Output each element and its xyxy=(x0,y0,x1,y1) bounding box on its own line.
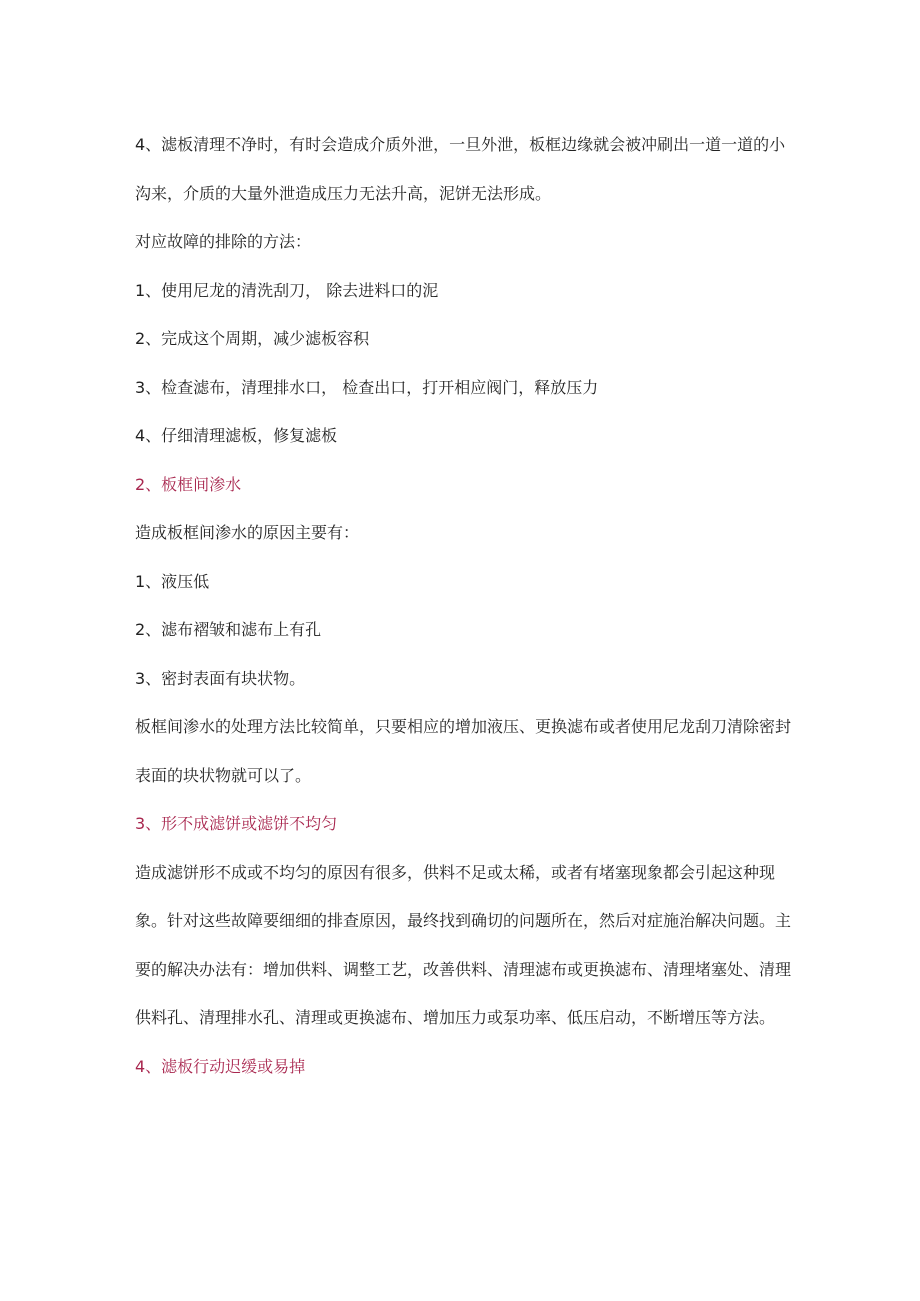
list-item-remedy-2: 2、完成这个周期，减少滤板容积 xyxy=(135,329,370,348)
list-item-remedy-1: 1、使用尼龙的清洗刮刀， 除去进料口的泥 xyxy=(135,280,439,300)
paragraph-leakage-intro: 造成板框间渗水的原因主要有： xyxy=(135,523,360,542)
paragraph-leakage-solution: 板框间渗水的处理方法比较简单，只要相应的增加液压、更换滤布或者使用尼龙刮刀清除密封表面的块状物就可以了。 xyxy=(135,717,792,785)
paragraph-cause-4: 4、滤板清理不净时，有时会造成介质外泄，一旦外泄，板框边缘就会被冲刷出一道一道的小沟来，介质的大量外泄造成压力无法升高，泥饼无法形成。 xyxy=(135,135,786,203)
list-item-remedy-3: 3、检查滤布，清理排水口， 检查出口，打开相应阀门，释放压力 xyxy=(135,377,599,397)
list-item-remedy-4: 4、仔细清理滤板，修复滤板 xyxy=(135,426,338,445)
section-heading-filter-cake: 3、形不成滤饼或滤饼不均匀 xyxy=(135,814,338,833)
list-item-leakage-2: 2、滤布褶皱和滤布上有孔 xyxy=(135,620,322,639)
document-body xyxy=(135,121,795,1091)
list-item-leakage-1: 1、液压低 xyxy=(135,571,210,591)
paragraph-filter-cake: 造成滤饼形不成或不均匀的原因有很多，供料不足或太稀，或者有堵塞现象都会引起这种现象。针对这些故障要细细的排查原因，最终找到确切的问题所在，然后对症施治解决问题。主要的解决办法有：增加供料、调整工艺，改善供料、清理滤布或更换滤布、清理堵塞处、清理供料孔、清理排水孔、清理或更换滤布、增加压力或泵功率、低压启动，不断增压等方法。 xyxy=(135,862,792,1027)
section-heading-leakage: 2、板框间渗水 xyxy=(135,474,242,494)
list-item-leakage-3: 3、密封表面有块状物。 xyxy=(135,668,306,688)
section-heading-plate-movement: 4、滤板行动迟缓或易掉 xyxy=(135,1056,306,1076)
paragraph-remedy-intro: 对应故障的排除的方法： xyxy=(135,232,312,251)
